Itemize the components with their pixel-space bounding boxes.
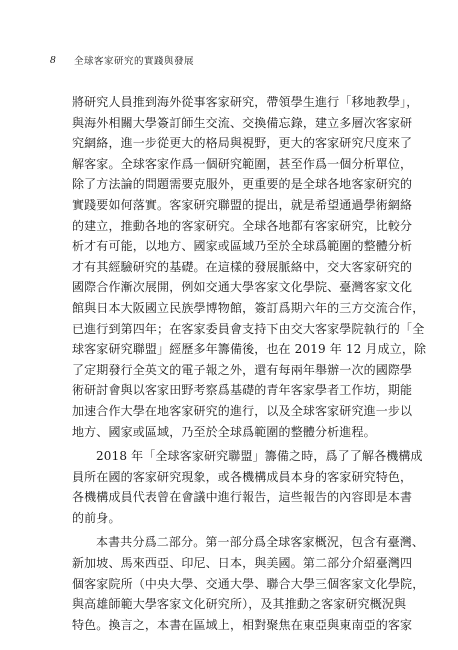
text-line: 將研究人員推到海外從事客家研究，帶領學生進行「移地教學」，: [72, 95, 419, 109]
text-line: 各機構成員代表曾在會議中進行報告，這些報告的內容即是本書: [72, 490, 413, 505]
text-line: 的前身。: [72, 510, 121, 525]
text-line: 國際合作漸次展開，例如交通大學客家文化學院、臺灣客家文化: [72, 280, 413, 295]
text-line: 才有其經驗研究的基礎。在這樣的發展脈絡中，交大客家研究的: [72, 259, 413, 274]
text-line: 術研討會與以客家田野考察爲基礎的青年客家學者工作坊，期能: [72, 383, 413, 398]
book-title: 全球客家研究的實踐與發展: [74, 56, 195, 67]
body-text: [72, 92, 427, 635]
text-line: 新加坡、馬來西亞、印尼、日本，與美國。第二部分介紹臺灣四: [72, 556, 413, 571]
paragraph-start-line: 2018 年「全球客家研究聯盟」籌備之時，爲了了解各機構成: [96, 449, 423, 464]
text-line: 特色。換言之，本書在區域上，相對聚焦在東亞與東南亞的客家: [72, 617, 413, 632]
text-line: 球客家研究聯盟」經歷多年籌備後，也在 2019 年 12 月成立，除: [72, 342, 427, 357]
text-line: 個客家院所（中央大學、交通大學、聯合大學三個客家文化學院，: [72, 576, 425, 591]
text-line: 加速合作大學在地客家研究的進行，以及全球客家研究進一步以: [72, 403, 413, 418]
text-line: 與海外相關大學簽訂師生交流、交換備忘錄，建立多層次客家研: [72, 115, 413, 130]
text-line: 館與日本大阪國立民族學博物館，簽訂爲期六年的三方交流合作，: [72, 300, 425, 315]
text-line: 究網絡，進一步從更大的格局與視野，更大的客家研究尺度來了: [72, 136, 413, 151]
text-line: 員所在國的客家研究現象，或各機構成員本身的客家研究特色，: [72, 469, 413, 484]
text-line: 地方、國家或區域，乃至於全球爲範圍的整體分析進程。: [72, 424, 376, 439]
text-line: 已進行到第四年；在客家委員會支持下由交大客家學院執行的「全: [72, 321, 425, 336]
running-header: [50, 53, 194, 67]
text-line: 析才有可能，以地方、國家或區域乃至於全球爲範圍的整體分析: [72, 239, 413, 254]
text-line: 與高雄師範大學客家文化研究所），及其推動之客家研究概況與: [72, 597, 407, 612]
text-line: 了定期發行全英文的電子報之外，還有每兩年舉辦一次的國際學: [72, 362, 413, 377]
text-line: 解客家。全球客家作爲一個研究範圍，甚至作爲一個分析單位，: [72, 156, 413, 171]
text-line: 實踐要如何落實。客家研究聯盟的提出，就是希望通過學術網絡: [72, 197, 413, 212]
paragraph-start-line: 本書共分爲二部分。第一部分爲全球客家概況，包含有臺灣、: [96, 535, 425, 550]
text-line: 除了方法論的問題需要克服外，更重要的是全球各地客家研究的: [72, 177, 413, 192]
page-number: 8: [50, 54, 56, 66]
text-line: 的建立，推動各地的客家研究。全球各地都有客家研究，比較分: [72, 218, 413, 233]
